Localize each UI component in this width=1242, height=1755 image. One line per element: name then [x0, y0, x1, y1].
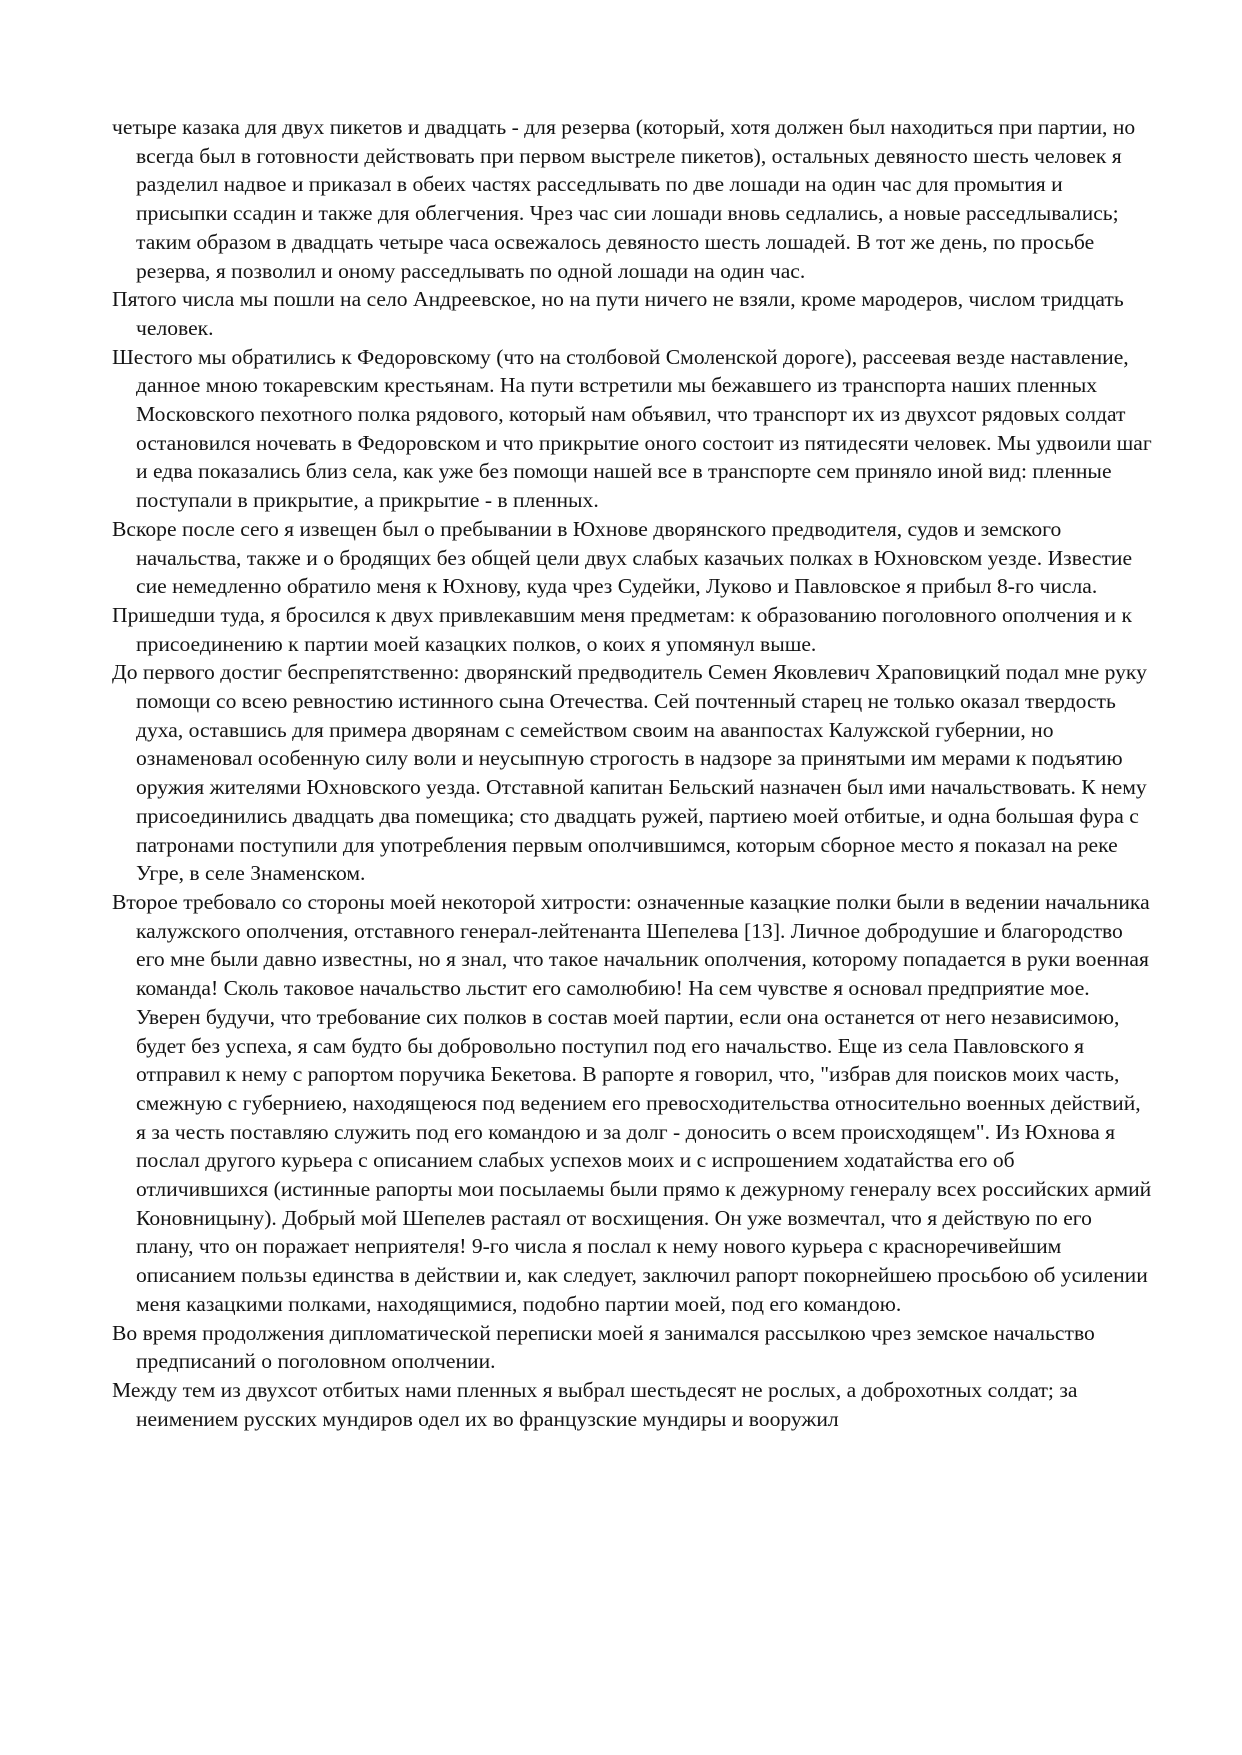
paragraph-9: Между тем из двухсот отбитых нами пленных я выбрал шестьдесят не рослых, а доброхотных солдат; за неимением русских мундиров одел их во французские мундиры и вооружил — [112, 1377, 1078, 1431]
paragraph-5: Пришедши туда, я бросился к двух привлекавшим меня предметам: к образованию поголовного ополчения и к присоединению к партии моей казацких полков, о коих я упомянул выше. — [112, 602, 1132, 656]
paragraph-1: четыре казака для двух пикетов и двадцать - для резерва (который, хотя должен был находиться при партии, но всегда был в готовности действовать при первом выстреле пикетов), остальных девяносто шесть человек я разделил надвое и приказал в обеих частях расседлывать по две лошади на один час для промытия и присыпки ссадин и также для облегчения. Чрез час сии лошади вновь седлались, а новые расседлывались; таким образом в двадцать четыре часа освежалось девяносто шесть лошадей. В тот же день, по просьбе резерва, я позволил и оному расседлывать по одной лошади на один час. — [112, 115, 1136, 283]
paragraph-6: До первого достиг беспрепятственно: дворянский предводитель Семен Яковлевич Храповицкий подал мне руку помощи со всею ревностию истинного сына Отечества. Сей почтенный старец не только оказал твердость духа, оставшись для примера дворянам с семейством своим на аванпостах Калужской губернии, но ознаменовал особенную силу воли и неусыпную строгость в надзоре за принятыми им мерами к подъятию оружия жителями Юхновского уезда. Отставной капитан Бельский назначен был ими начальствовать. К нему присоединились двадцать два помещика; сто двадцать ружей, партиею моей отбитые, и одна большая фура с патронами поступили для употребления первым ополчившимся, которым сборное место я показал на реке Угре, в селе Знаменском. — [112, 660, 1147, 886]
paragraph-4: Вскоре после сего я извещен был о пребывании в Юхнове дворянского предводителя, судов и земского начальства, также и о бродящих без общей цели двух слабых казачьих полках в Юхновском уезде. Известие сие немедленно обратило меня к Юхнову, куда чрез Судейки, Луково и Павловское я прибыл 8-го числа. — [112, 516, 1133, 599]
paragraph-7: Второе требовало со стороны моей некоторой хитрости: означенные казацкие полки были в ведении начальника калужского ополчения, отставного генерал-лейтенанта Шепелева [13]. Личное добродушие и благородство его мне были давно известны, но я знал, что такое начальник ополчения, которому попадается в руки военная команда! Сколь таковое начальство льстит его самолюбию! На сем чувстве я основал предприятие мое. Уверен будучи, что требование сих полков в состав моей партии, если она останется от него независимою, будет без успеха, я сам будто бы добровольно поступил под его начальство. Еще из села Павловского я отправил к нему с рапортом поручика Бекетова. В рапорте я говорил, что, "избрав для поисков моих часть, смежную с губерниею, находящеюся под ведением его превосходительства относительно военных действий, я за честь поставляю служить под его командою и за долг - доносить о всем происходящем". Из Юхнова я послал другого курьера с описанием слабых успехов моих и с испрошением ходатайства его об отличившихся (истинные рапорты мои посылаемы были прямо к дежурному генералу всех российских армий Коновницыну). Добрый мой Шепелев растаял от восхищения. Он уже возмечтал, что я действую по его плану, что он поражает неприятеля! 9-го числа я послал к нему нового курьера с красноречивейшим описанием пользы единства в действии и, как следует, заключил рапорт покорнейшею просьбою об усилении меня казацкими полками, находящимися, подобно партии моей, под его командою. — [112, 889, 1152, 1316]
paragraph-2: Пятого числа мы пошли на село Андреевское, но на пути ничего не взяли, кроме мародеров, числом тридцать человек. — [112, 287, 1124, 340]
paragraph-8: Во время продолжения дипломатической переписки моей я занимался рассылкою чрез земское начальство предписаний о поголовном ополчении. — [112, 1320, 1095, 1374]
paragraph-3: Шестого мы обратились к Федоровскому (что на столбовой Смоленской дороге), рассеевая везде наставление, данное мною токаревским крестьянам. На пути встретили мы бежавшего из транспорта наших пленных Московского пехотного полка рядового, который нам объявил, что транспорт их из двухсот рядовых солдат остановился ночевать в Федоровском и что прикрытие оного состоит из пятидесяти человек. Мы удвоили шаг и едва показались близ села, как уже без помощи нашей все в транспорте сем приняло иной вид: пленные поступали в прикрытие, а прикрытие - в пленных. — [112, 344, 1152, 513]
document-page — [112, 113, 1152, 1433]
